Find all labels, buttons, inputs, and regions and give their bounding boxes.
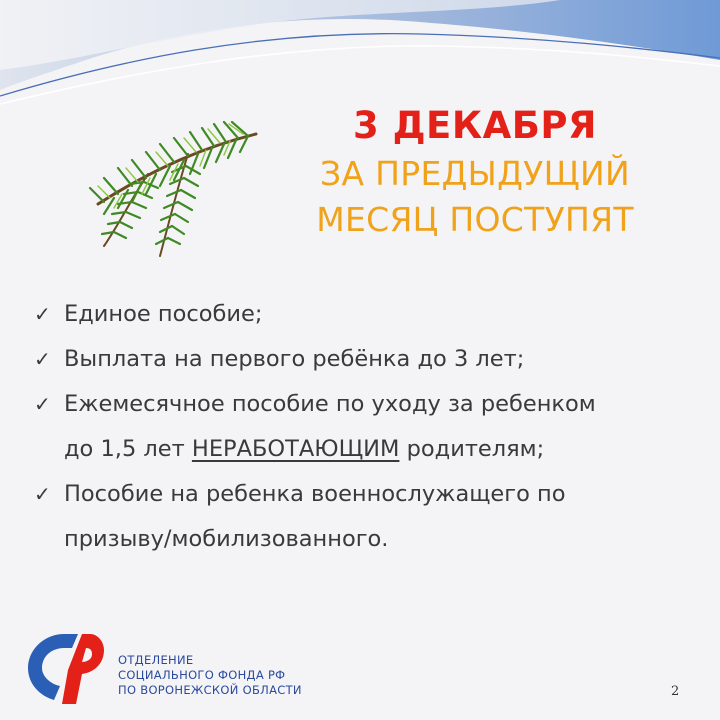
check-icon: ✓ [34, 392, 51, 416]
sfr-logo-icon [24, 630, 106, 706]
organization-name [118, 653, 302, 698]
headline-date: 3 ДЕКАБРЯ [352, 104, 598, 147]
list-item-text: до 1,5 лет [64, 436, 192, 462]
list-item [34, 337, 694, 382]
emphasis-text: НЕРАБОТАЮЩИМ [191, 436, 400, 462]
list-item-text: Выплата на первого ребёнка до 3 лет; [64, 346, 525, 372]
list-item [34, 292, 694, 337]
org-line-3: ПО ВОРОНЕЖСКОЙ ОБЛАСТИ [118, 683, 302, 697]
headline-subtitle-line-1: ЗА ПРЕДЫДУЩИЙ [320, 154, 630, 193]
list-item-text: родителям; [399, 436, 545, 462]
list-item [34, 472, 694, 562]
headline-subtitle-line-2: МЕСЯЦ ПОСТУПЯТ [316, 200, 634, 239]
benefits-list [34, 292, 694, 562]
list-item-text: Ежемесячное пособие по уходу за ребенком [64, 391, 596, 417]
list-item-text: Пособие на ребенка военнослужащего по [64, 481, 566, 507]
check-icon: ✓ [34, 482, 51, 506]
fir-branch-icon [38, 86, 270, 264]
list-item-text: Единое пособие; [64, 301, 263, 327]
org-line-1: ОТДЕЛЕНИЕ [118, 653, 194, 667]
org-line-2: СОЦИАЛЬНОГО ФОНДА РФ [118, 668, 286, 682]
check-icon: ✓ [34, 347, 51, 371]
page-number: 2 [671, 684, 680, 699]
list-item [34, 382, 694, 472]
check-icon: ✓ [34, 302, 51, 326]
list-item-text: призыву/мобилизованного. [64, 526, 389, 552]
